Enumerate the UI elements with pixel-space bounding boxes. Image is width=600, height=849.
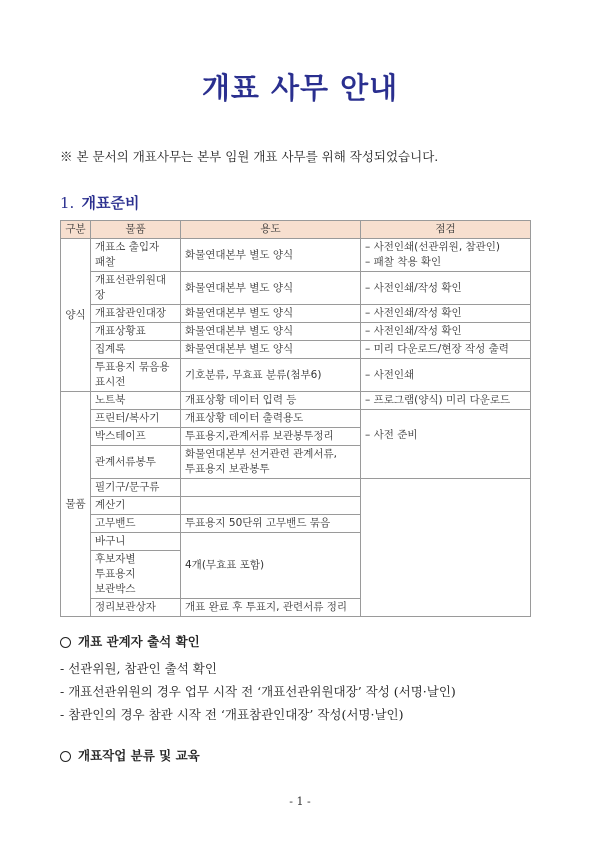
attendance-line: - 개표선관위원의 경우 업무 시작 전 ‘개표선관위원대장’ 작성 (서명·날인) [60, 684, 456, 699]
table-row [61, 341, 531, 359]
header-use: 용도 [181, 221, 361, 239]
row-item: 계산기 [91, 497, 181, 515]
category-forms: 양식 [61, 239, 91, 392]
row-item: 고무밴드 [91, 515, 181, 533]
document-note: ※ 본 문서의 개표사무는 본부 임원 개표 사무를 위해 작성되었습니다. [60, 149, 439, 164]
table-row [61, 323, 531, 341]
check-line: – 사전인쇄(선관위원, 참관인) [365, 241, 501, 253]
header-item: 물품 [91, 221, 181, 239]
row-use: 화물연대본부 별도 양식 [181, 239, 361, 272]
row-item: 필기구/문구류 [91, 479, 181, 497]
table-row [61, 305, 531, 323]
header-check: 점검 [361, 221, 531, 239]
row-item: 개표소 출입자 패찰 [91, 239, 181, 272]
row-use: 화물연대본부 선거관련 관계서류, 투표용지 보관봉투 [181, 446, 361, 479]
attendance-line: - 참관인의 경우 참관 시작 전 ‘개표참관인대장’ 작성(서명·날인) [60, 707, 404, 722]
row-item: 바구니 [91, 533, 181, 551]
row-check-empty [361, 479, 531, 617]
page-title: 개표 사무 안내 [201, 71, 399, 105]
row-use: 개표 완료 후 투표지, 관련서류 정리 [181, 599, 361, 617]
work-heading: 개표작업 분류 및 교육 [60, 746, 200, 764]
circle-bullet-icon [60, 751, 71, 762]
row-check: – 사전인쇄/작성 확인 [361, 272, 531, 305]
header-category: 구분 [61, 221, 91, 239]
row-use [181, 497, 361, 515]
row-check: – 미리 다운로드/현장 작성 출력 [361, 341, 531, 359]
row-use: 개표상황 데이터 출력용도 [181, 410, 361, 428]
row-use [181, 479, 361, 497]
row-use: 4개(무효표 포함) [181, 533, 361, 599]
row-item: 정리보관상자 [91, 599, 181, 617]
table-row [61, 239, 531, 272]
row-use: 투표용지,관계서류 보관봉투정리 [181, 428, 361, 446]
row-use: 투표용지 50단위 고무밴드 묶음 [181, 515, 361, 533]
row-item: 투표용지 묶음용 표시전 [91, 359, 181, 392]
row-item: 박스테이프 [91, 428, 181, 446]
category-supplies: 물품 [61, 392, 91, 617]
row-item: 집계록 [91, 341, 181, 359]
row-item: 프린터/복사기 [91, 410, 181, 428]
table-row [61, 479, 531, 497]
row-check: – 사전인쇄/작성 확인 [361, 305, 531, 323]
row-check: – 사전인쇄 [361, 359, 531, 392]
preparation-table [60, 220, 531, 617]
section-number: 1. [60, 194, 75, 212]
row-use: 화물연대본부 별도 양식 [181, 341, 361, 359]
row-item: 개표선관위원대장 [91, 272, 181, 305]
row-item: 관계서류봉투 [91, 446, 181, 479]
attendance-heading: 개표 관계자 출석 확인 [60, 632, 200, 650]
table-row [61, 359, 531, 392]
row-item: 개표참관인대장 [91, 305, 181, 323]
table-row [61, 272, 531, 305]
row-check: – 프로그램(양식) 미리 다운로드 [361, 392, 531, 410]
row-use: 화물연대본부 별도 양식 [181, 323, 361, 341]
row-item: 후보자별 투표용지 보관박스 [91, 551, 181, 599]
row-use: 화물연대본부 별도 양식 [181, 305, 361, 323]
section-title: 개표준비 [81, 194, 140, 212]
row-item: 개표상황표 [91, 323, 181, 341]
row-check [361, 239, 531, 272]
attendance-line: - 선관위원, 참관인 출석 확인 [60, 661, 217, 676]
section-heading-prep [60, 192, 140, 213]
table-header-row [61, 221, 531, 239]
row-use: 기호분류, 무효표 분류(첨부6) [181, 359, 361, 392]
check-line: – 사전 준비 [365, 429, 418, 441]
row-item: 노트북 [91, 392, 181, 410]
check-line: – 패찰 착용 확인 [365, 256, 442, 268]
circle-bullet-icon [60, 637, 71, 648]
row-use: 개표상황 데이터 입력 등 [181, 392, 361, 410]
row-check [361, 410, 531, 479]
row-check: – 사전인쇄/작성 확인 [361, 323, 531, 341]
page-number: - 1 - [289, 795, 311, 808]
table-row [61, 392, 531, 410]
table-row [61, 410, 531, 428]
row-use: 화물연대본부 별도 양식 [181, 272, 361, 305]
